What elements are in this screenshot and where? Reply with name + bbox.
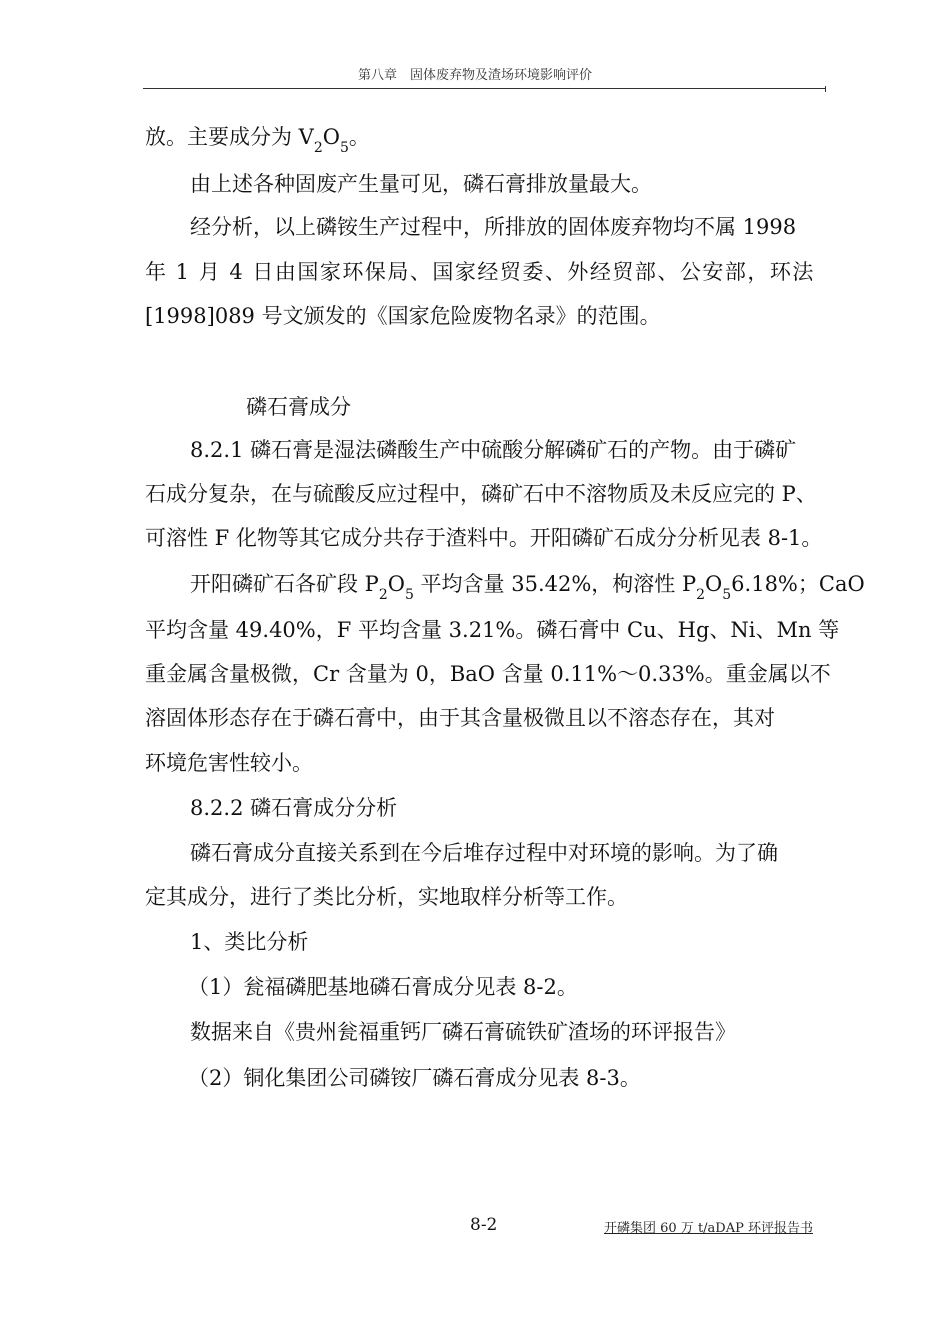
- paragraph: 由上述各种固废产生量可见，磷石膏排放量最大。: [190, 172, 652, 196]
- list-heading: 1、类比分析: [190, 930, 309, 954]
- list-item: （1）瓮福磷肥基地磷石膏成分见表 8-2。: [188, 975, 578, 999]
- footer-report-title: 开磷集团 60 万 t/aDAP 环评报告书: [604, 1221, 813, 1236]
- paragraph: 磷石膏成分直接关系到在今后堆存过程中对环境的影响。为了确: [190, 841, 778, 865]
- running-header: 第八章 固体废弃物及渣场环境影响评价: [357, 68, 592, 83]
- page-number: 8-2: [470, 1215, 498, 1235]
- text-line: 放。主要成分为 $V_2O_5$。: [145, 125, 370, 156]
- text-line: 重金属含量极微，Cr 含量为 0，BaO 含量 0.11%～0.33%。重金属以不: [145, 662, 831, 686]
- paragraph: 开阳磷矿石各矿段 $P_2O_5$ 平均含量 35.42%，枸溶性 $P_2O_56.18\%$；CaO: [190, 572, 865, 603]
- paragraph: 经分析，以上磷铵生产过程中，所排放的固体废弃物均不属 1998: [190, 215, 797, 239]
- text-line: 可溶性 F 化物等其它成分共存于渣料中。开阳磷矿石成分分析见表 8-1。: [145, 526, 823, 550]
- text-line: 定其成分，进行了类比分析，实地取样分析等工作。: [145, 885, 628, 909]
- data-source-note: 数据来自《贵州瓮福重钙厂磷石膏硫铁矿渣场的环评报告》: [190, 1020, 736, 1044]
- text-line: 环境危害性较小。: [145, 751, 313, 775]
- subsection-heading: 8.2.2 磷石膏成分分析: [190, 796, 398, 820]
- header-rule: [143, 88, 826, 89]
- text-line: [1998]089 号文颁发的《国家危险废物名录》的范围。: [145, 304, 661, 328]
- paragraph: 8.2.1 磷石膏是湿法磷酸生产中硫酸分解磷矿石的产物。由于磷矿: [190, 438, 797, 462]
- text-line: 年 1 月 4 日由国家环保局、国家经贸委、外经贸部、公安部，环法: [145, 260, 815, 284]
- section-heading: 磷石膏成分: [246, 395, 351, 419]
- text-line: 平均含量 49.40%，F 平均含量 3.21%。磷石膏中 Cu、Hg、Ni、Mn 等: [145, 618, 840, 642]
- text-line: 溶固体形态存在于磷石膏中，由于其含量极微且以不溶态存在，其对: [145, 706, 775, 730]
- list-item: （2）铜化集团公司磷铵厂磷石膏成分见表 8-3。: [188, 1066, 641, 1090]
- text-line: 石成分复杂，在与硫酸反应过程中，磷矿石中不溶物质及未反应完的 P、: [145, 482, 817, 506]
- header-rule-tick: [825, 86, 826, 92]
